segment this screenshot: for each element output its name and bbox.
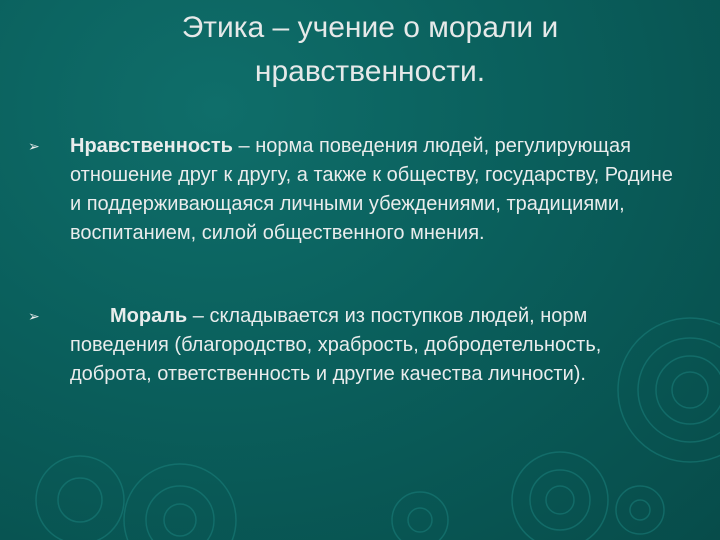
title-line-2: нравственности. [254,55,486,88]
bullet-list [28,132,688,389]
bullet-term: Нравственность [70,135,233,157]
bullet-term: Мораль [110,305,188,327]
bullet-item-morality [28,132,688,248]
slide-title [80,6,660,94]
bullet-text: – складывается из поступков людей, норм поведения (благородство, храбрость, добродетельность, доброта, ответственность и другие качества личности). [70,305,602,385]
bullet-item-moral [28,302,688,389]
arrow-bullet-icon: ➢ [28,308,40,324]
arrow-bullet-icon: ➢ [28,138,40,154]
title-line-1: Этика – учение о морали и [181,11,559,44]
bullet-text: – норма поведения людей, регулирующая отношение друг к другу, а также к обществу, государству, Родине и поддерживающаяся личными убеждениями, традициями, воспитанием, силой общественного мнения. [70,135,673,244]
